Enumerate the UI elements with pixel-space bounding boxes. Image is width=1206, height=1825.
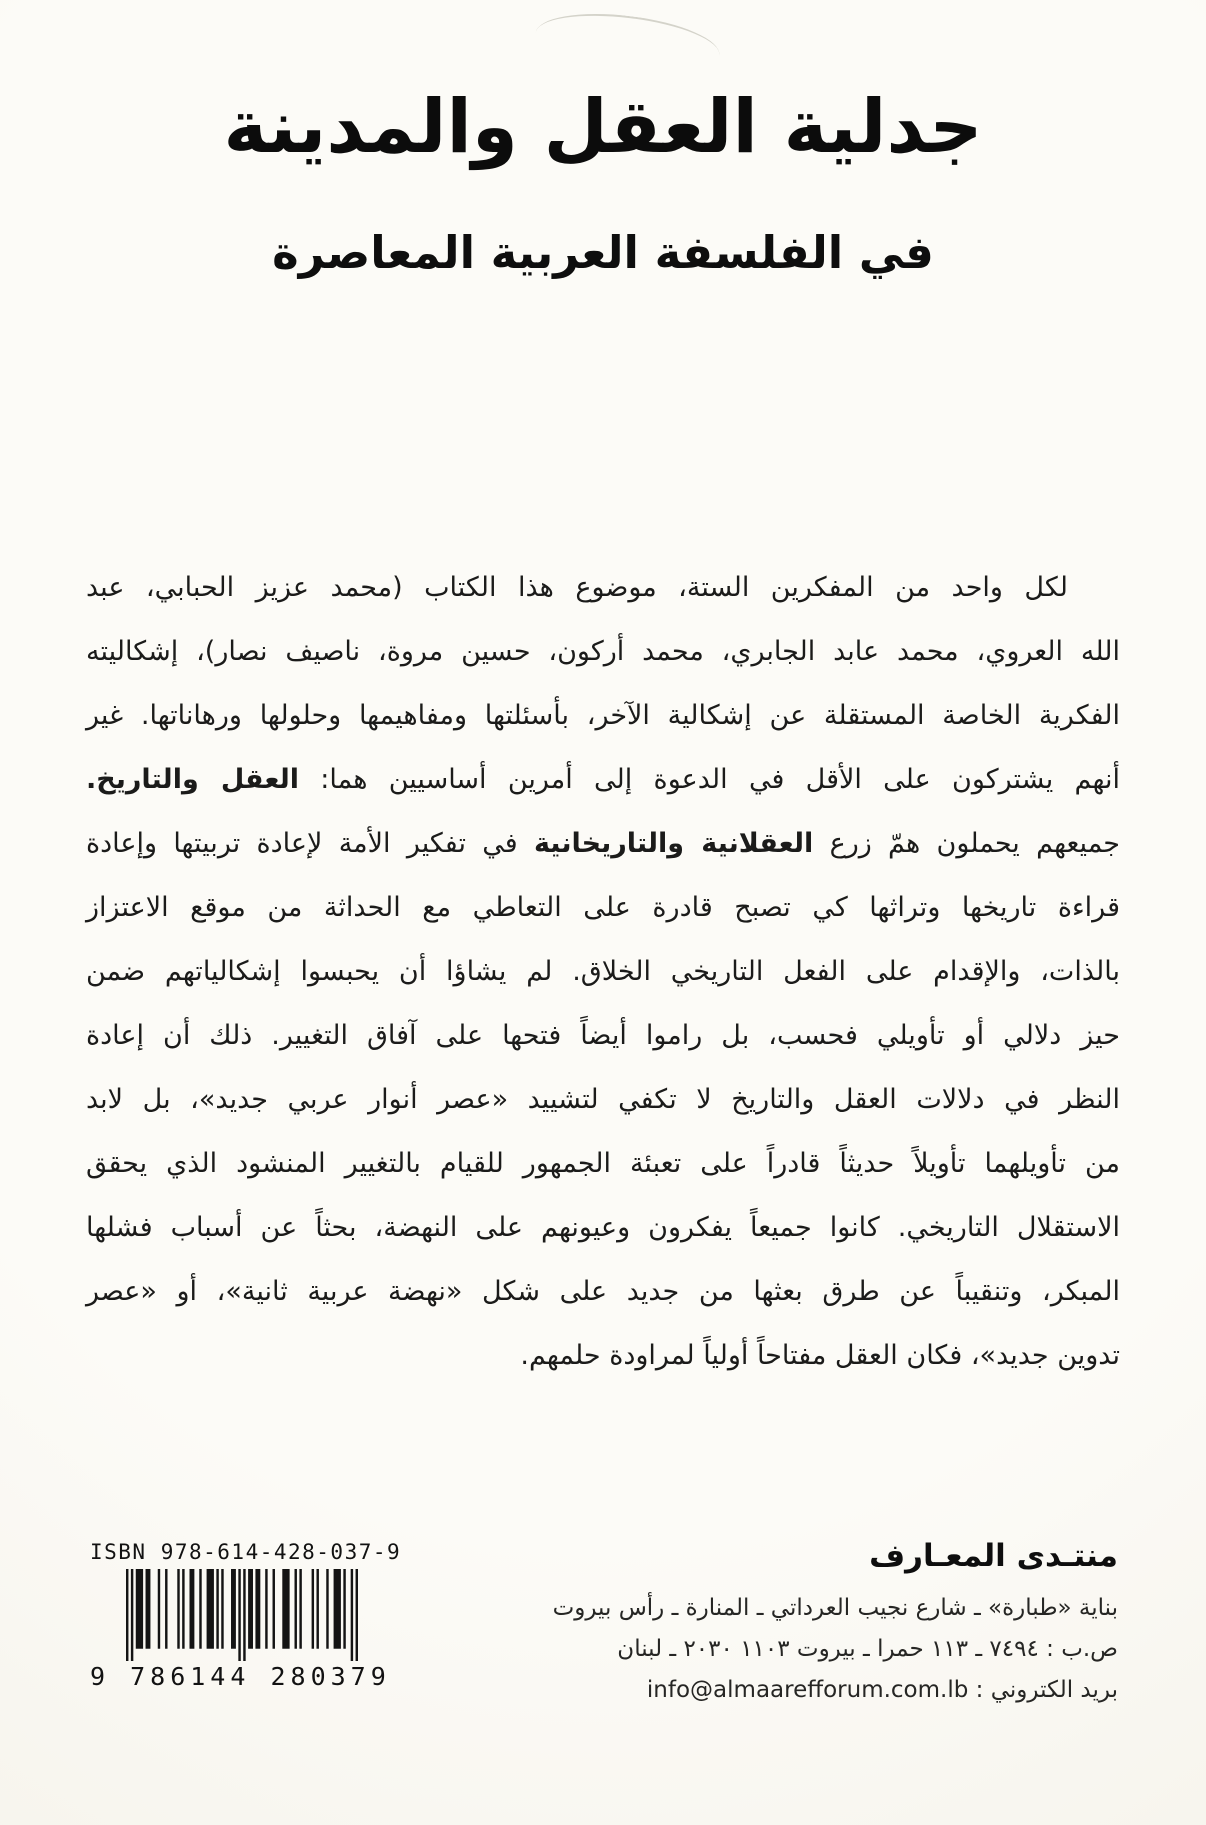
synopsis-text-segment: من تأويلهما تأويلاً حديثاً قادراً على تعبئة الجمهور للقيام بالتغيير المنشود الذي يحقق [86,1148,1120,1179]
synopsis-text-segment: الفكرية الخاصة المستقلة عن إشكالية الآخر، بأسئلتها ومفاهيمها وحلولها ورهاناتها. غير [86,700,1120,731]
synopsis-text-segment: العقلانية والتاريخانية [533,828,814,859]
synopsis-text-segment: العقل والتاريخ. [86,764,299,795]
synopsis-text-segment: في تفكير الأمة لإعادة تربيتها وإعادة [86,828,534,859]
synopsis-text-segment: بالذات، والإقدام على الفعل التاريخي الخلاق. لم يشاؤا أن يحبسوا إشكالياتهم ضمن [86,956,1120,987]
synopsis-text-segment: الاستقلال التاريخي. كانوا جميعاً يفكرون وعيونهم على النهضة، بحثاً عن أسباب فشلها [86,1212,1120,1243]
synopsis-text-segment: قراءة تاريخها وتراثها كي تصبح قادرة على التعاطي مع الحداثة من موقع الاعتزاز [86,892,1120,923]
synopsis-text-segment: حيز دلالي أو تأويلي فحسب، بل راموا أيضاً فتحها على آفاق التغيير. ذلك أن إعادة [86,1020,1120,1051]
isbn-block [90,1540,420,1691]
synopsis-text-segment: النظر في دلالات العقل والتاريخ لا تكفي لتشييد «عصر أنوار عربي جديد»، بل لابد [86,1084,1120,1115]
synopsis-line [86,1132,1120,1196]
publisher-address-line2: ص.ب : ٧٤٩٤ ـ ١١٣ حمرا ـ بيروت ١١٠٣ ٢٠٣٠ ـ لبنان [617,1636,1118,1662]
book-subtitle: في الفلسفة العربية المعاصرة [272,226,934,279]
publisher-address-line1: بناية «طبارة» ـ شارع نجيب العرداتي ـ المنارة ـ رأس بيروت [552,1595,1118,1621]
synopsis-line [86,876,1120,940]
synopsis-text-segment: الله العروي، محمد عابد الجابري، محمد أركون، حسين مروة، ناصيف نصار)، إشكاليته [86,636,1120,667]
barcode [126,1569,358,1661]
publisher-email-line [553,1670,1118,1711]
synopsis-line [86,684,1120,748]
synopsis-line [86,1196,1120,1260]
page-curl-artifact [532,5,722,83]
barcode-digits: 9 786144 280379 [90,1662,391,1691]
synopsis-line [86,556,1120,620]
publisher-block [553,1538,1118,1711]
synopsis-text-segment: أنهم يشتركون على الأقل في الدعوة إلى أمرين أساسيين هما: [299,764,1120,795]
publisher-name: منتـدى المعـارف [869,1538,1118,1574]
synopsis-line [86,620,1120,684]
synopsis-line [86,1004,1120,1068]
email-address: info@almaarefforum.com.lb [646,1677,969,1703]
isbn-number: ISBN 978-614-428-037-9 [90,1540,402,1564]
synopsis-text-segment: لكل واحد من المفكرين الستة، موضوع هذا الكتاب (محمد عزيز الحبابي، عبد [86,572,1068,603]
synopsis-paragraph [86,556,1120,1388]
synopsis-line [86,940,1120,1004]
synopsis-text-segment: تدوين جديد»، فكان العقل مفتاحاً أولياً لمراودة حلمهم. [520,1340,1120,1371]
synopsis-line [86,1324,1120,1388]
scan-edge-artifact [0,0,1206,7]
synopsis-line [86,1068,1120,1132]
email-label: بريد الكتروني : [975,1677,1118,1703]
synopsis-line [86,812,1120,876]
synopsis-text-segment: المبكر، وتنقيباً عن طرق بعثها من جديد على شكل «نهضة عربية ثانية»، أو «عصر [86,1276,1120,1307]
synopsis-line [86,1260,1120,1324]
book-title: جدلية العقل والمدينة [223,84,983,170]
synopsis-text-segment: جميعهم يحملون همّ زرع [813,828,1120,859]
synopsis-line [86,748,1120,812]
